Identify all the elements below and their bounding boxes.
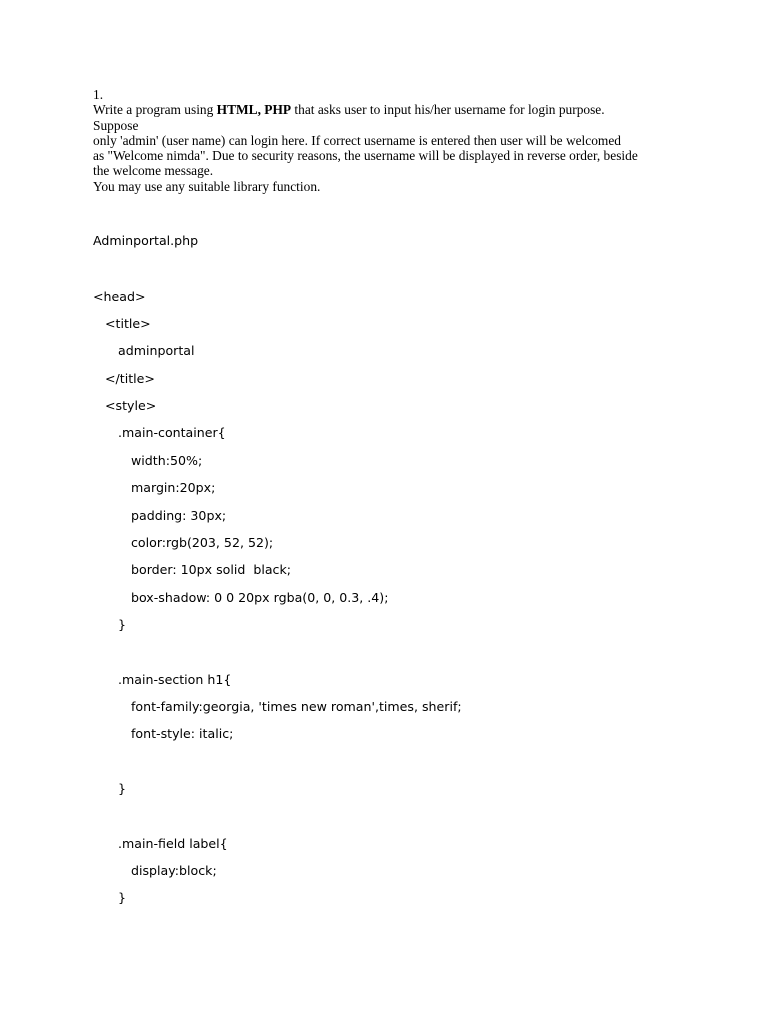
question-line-5: the welcome message. <box>93 163 214 179</box>
question-line-4: as "Welcome nimda". Due to security reasons, the username will be displayed in reverse order, beside <box>93 148 638 164</box>
keyword-separator: , <box>257 102 265 118</box>
code-line: .main-section h1{ <box>118 672 232 687</box>
code-line: adminportal <box>118 343 195 358</box>
code-line: <title> <box>105 316 151 331</box>
question-line-1-end: that asks user to input his/her username for login purpose. <box>291 102 605 118</box>
code-line: width:50%; <box>131 453 203 468</box>
keyword-html: HTML <box>216 102 258 118</box>
question-line-1 <box>93 102 683 117</box>
code-line: font-family:georgia, 'times new roman',times, sherif; <box>131 699 462 714</box>
code-line: } <box>118 890 127 905</box>
code-line: display:block; <box>131 863 217 878</box>
code-line: padding: 30px; <box>131 508 227 523</box>
code-line: .main-field label{ <box>118 836 228 851</box>
file-name-heading: Adminportal.php <box>93 233 199 248</box>
code-line: <style> <box>105 398 157 413</box>
code-line: .main-container{ <box>118 425 226 440</box>
question-line-2: Suppose <box>93 117 139 133</box>
question-line-1-start: Write a program using <box>93 102 217 118</box>
code-line: border: 10px solid black; <box>131 562 292 577</box>
question-number: 1. <box>93 87 104 102</box>
keyword-php: PHP <box>264 102 292 118</box>
code-line: <head> <box>93 289 146 304</box>
code-line: box-shadow: 0 0 20px rgba(0, 0, 0.3, .4); <box>131 590 389 605</box>
question-line-3: only 'admin' (user name) can login here. If correct username is entered then user will be welcomed <box>93 132 621 148</box>
question-line-6: You may use any suitable library function. <box>93 178 321 194</box>
code-line: } <box>118 617 127 632</box>
code-line: font-style: italic; <box>131 726 234 741</box>
code-line: margin:20px; <box>131 480 216 495</box>
code-line: } <box>118 781 127 796</box>
code-line: </title> <box>105 371 155 386</box>
question-text <box>93 87 683 194</box>
code-line: color:rgb(203, 52, 52); <box>131 535 274 550</box>
